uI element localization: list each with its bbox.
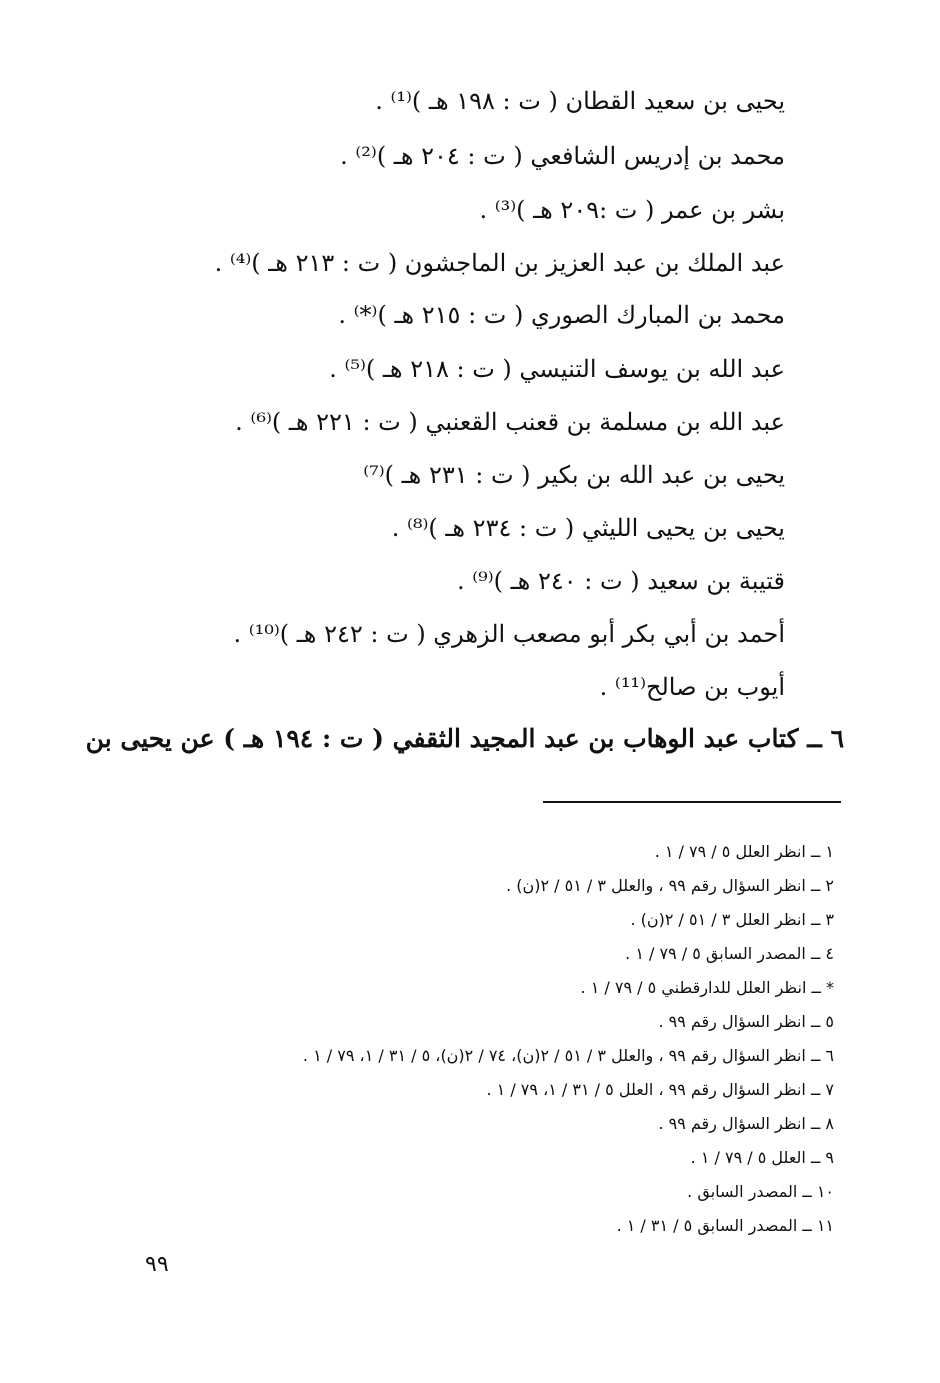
footnote: ٩ ــ العلل ٥ / ٧٩ / ١ . (690, 1148, 834, 1167)
narrator-line: محمد بن المبارك الصوري ( ت : ٢١٥ هـ )⁽*⁾ . (338, 301, 785, 329)
footnote: ٣ ــ انظر العلل ٣ / ٥١ / ٢(ن) . (630, 910, 834, 929)
narrator-line: عبد الملك بن عبد العزيز بن الماجشون ( ت : ٢١٣ هـ )⁽⁴⁾ . (214, 249, 785, 277)
footnote: * ــ انظر العلل للدارقطني ٥ / ٧٩ / ١ . (580, 978, 834, 997)
narrator-line: محمد بن إدريس الشافعي ( ت : ٢٠٤ هـ )⁽²⁾ . (340, 142, 785, 170)
footnote: ١ ــ انظر العلل ٥ / ٧٩ / ١ . (654, 842, 834, 861)
footnote: ٤ ــ المصدر السابق ٥ / ٧٩ / ١ . (625, 944, 834, 963)
narrator-line: يحيى بن سعيد القطان ( ت : ١٩٨ هـ )⁽¹⁾ . (375, 87, 785, 115)
narrator-line: عبد الله بن مسلمة بن قعنب القعنبي ( ت : ٢٢١ هـ )⁽⁶⁾ . (235, 408, 785, 436)
footnote: ٢ ــ انظر السؤال رقم ٩٩ ، والعلل ٣ / ٥١ / ٢(ن) . (506, 876, 834, 895)
footnote-divider (543, 801, 841, 803)
narrator-line: يحيى بن يحيى الليثي ( ت : ٢٣٤ هـ )⁽⁸⁾ . (391, 514, 785, 542)
footnote: ٨ ــ انظر السؤال رقم ٩٩ . (658, 1114, 834, 1133)
narrator-line: عبد الله بن يوسف التنيسي ( ت : ٢١٨ هـ )⁽⁵⁾ . (329, 355, 785, 383)
narrator-line: أيوب بن صالح⁽¹¹⁾ . (599, 673, 785, 701)
section-item-heading: ٦ ــ كتاب عبد الوهاب بن عبد المجيد الثقفي ( ت : ١٩٤ هـ ) عن يحيى بن (85, 724, 844, 753)
footnote: ١١ ــ المصدر السابق ٥ / ٣١ / ١ . (616, 1216, 834, 1235)
narrator-line: بشر بن عمر ( ت :٢٠٩ هـ )⁽³⁾ . (479, 196, 785, 224)
footnote: ٦ ــ انظر السؤال رقم ٩٩ ، والعلل ٣ / ٥١ / ٢(ن)، ٧٤ / ٢(ن)، ٥ / ٣١ / ١، ٧٩ / ١ . (302, 1046, 834, 1065)
narrator-line: قتيبة بن سعيد ( ت : ٢٤٠ هـ )⁽⁹⁾ . (456, 567, 785, 595)
footnote: ٧ ــ انظر السؤال رقم ٩٩ ، العلل ٥ / ٣١ / ١، ٧٩ / ١ . (486, 1080, 834, 1099)
narrator-line: يحيى بن عبد الله بن بكير ( ت : ٢٣١ هـ )⁽⁷⁾ (363, 461, 785, 489)
footnote: ١٠ ــ المصدر السابق . (687, 1182, 834, 1201)
narrator-line: أحمد بن أبي بكر أبو مصعب الزهري ( ت : ٢٤٢ هـ )⁽¹⁰⁾ . (233, 620, 785, 648)
footnote: ٥ ــ انظر السؤال رقم ٩٩ . (658, 1012, 834, 1031)
page-number: ٩٩ (145, 1252, 169, 1277)
